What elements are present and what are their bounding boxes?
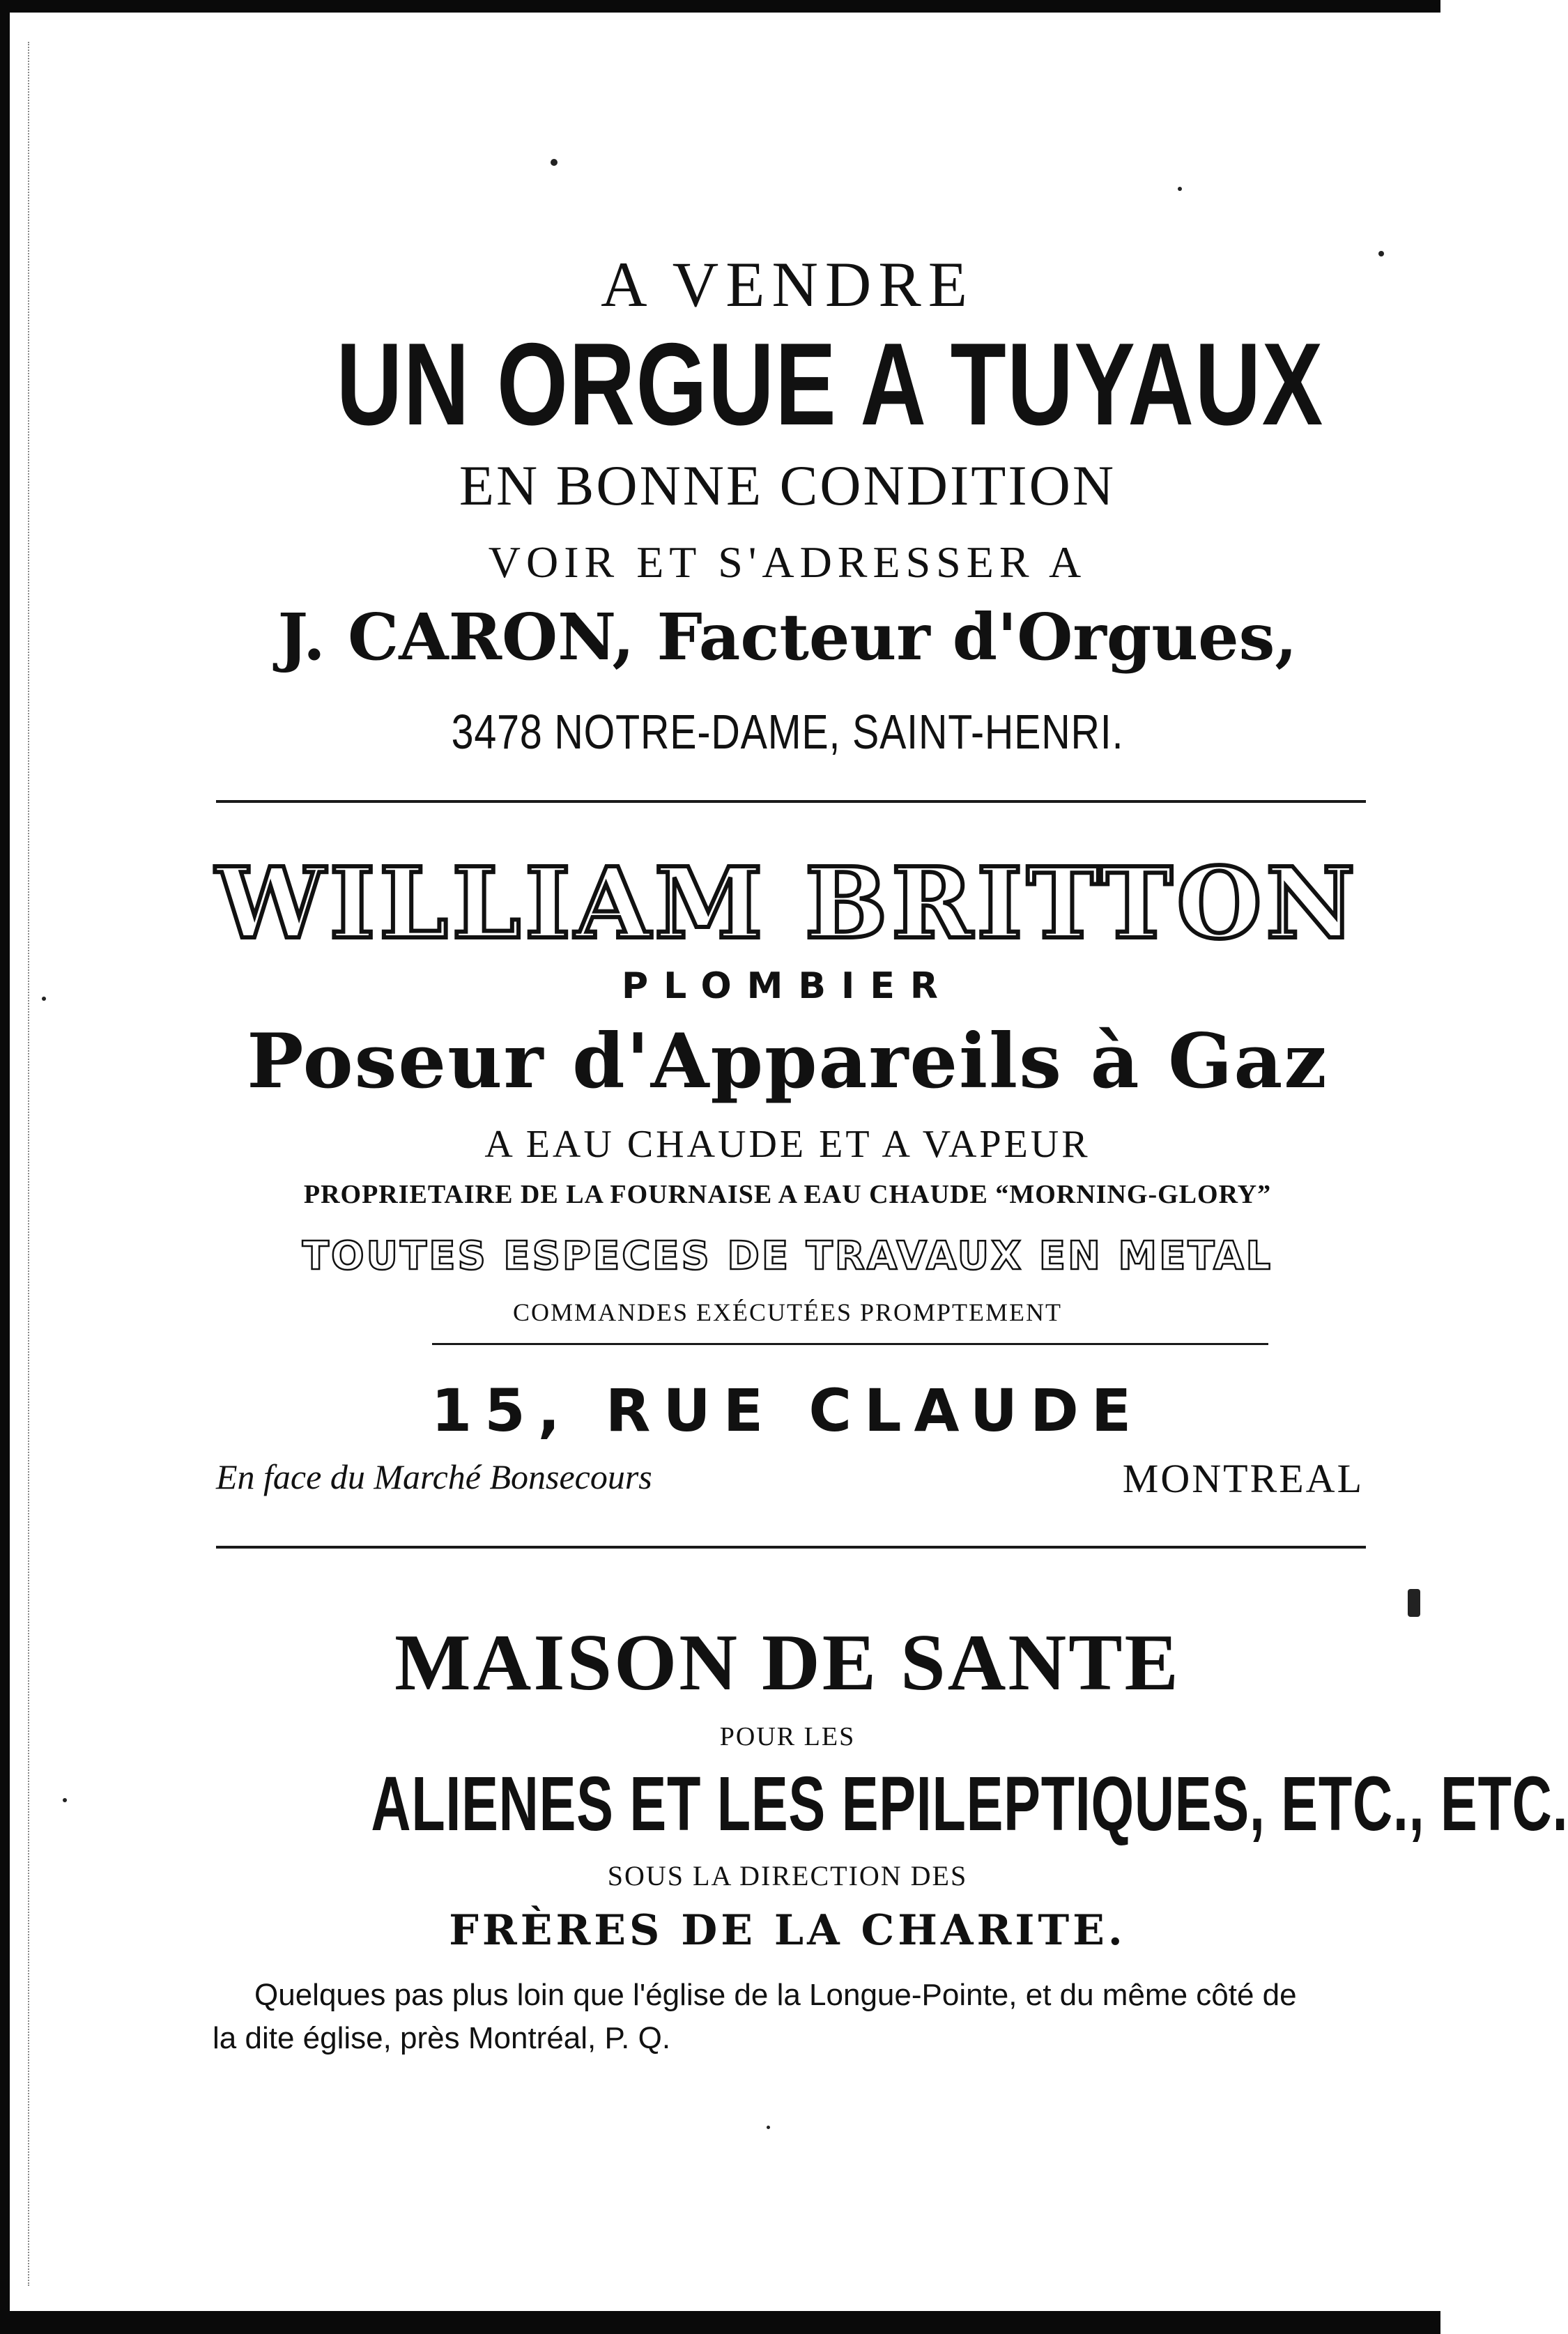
scan-speck (1178, 187, 1182, 191)
ad3-directions-line2: la dite église, près Montréal, P. Q. (213, 2021, 671, 2055)
scan-speck (1408, 1589, 1420, 1617)
ad2-metal-work: TOUTES ESPECES DE TRAVAUX EN METAL (302, 1234, 1273, 1279)
ad3-order: FRÈRES DE LA CHARITE. (449, 1906, 1126, 1955)
ad3-title: MAISON DE SANTE (394, 1618, 1181, 1707)
ad1-instruction: VOIR ET S'ADRESSER A (488, 537, 1087, 587)
ad3-direction: SOUS LA DIRECTION DES (607, 1860, 968, 1891)
ad3-directions (213, 1974, 1355, 2060)
ad2-street: 15, RUE CLAUDE (431, 1376, 1144, 1445)
ad1-title: UN ORGUE A TUYAUX (336, 318, 1324, 450)
ad1-heading: A VENDRE (601, 249, 974, 320)
ad1-contact-name: J. CARON, Facteur d'Orgues, (277, 599, 1298, 675)
scan-speck (767, 2126, 770, 2129)
ad2-name: WILLIAM BRITTON (215, 847, 1360, 961)
ad1-address: 3478 NOTRE-DAME, SAINT-HENRI. (451, 705, 1124, 759)
ad2-orders: COMMANDES EXÉCUTÉES PROMPTEMENT (512, 1298, 1063, 1326)
ad2-location-note: En face du Marché Bonsecours (216, 1457, 652, 1496)
scan-speck (1378, 251, 1384, 256)
ad2-specialty: Poseur d'Appareils à Gaz (247, 1018, 1328, 1105)
scan-speck (551, 159, 558, 166)
ad3-for: POUR LES (719, 1722, 856, 1751)
ad1-condition: EN BONNE CONDITION (459, 454, 1116, 517)
ad2-owner-line: PROPRIETAIRE DE LA FOURNAISE A EAU CHAUDE “MORNING-GLORY” (303, 1180, 1272, 1209)
ad3-patients: ALIENES ET LES EPILEPTIQUES, ETC., ETC. (371, 1761, 1568, 1847)
ad2-city: MONTREAL (1122, 1456, 1364, 1501)
scan-speck (42, 997, 46, 1001)
ad-maison-de-sante (209, 0, 1568, 1972)
scan-speck (63, 1798, 67, 1802)
ad2-services: A EAU CHAUDE ET A VAPEUR (484, 1123, 1091, 1166)
ad2-trade: PLOMBIER (622, 965, 953, 1007)
scan-edge-left (0, 0, 10, 2334)
scan-edge-bottom (0, 2311, 1440, 2334)
ad3-directions-line1: Quelques pas plus loin que l'église de la Longue-Pointe, et du même côté de (254, 1978, 1297, 2012)
